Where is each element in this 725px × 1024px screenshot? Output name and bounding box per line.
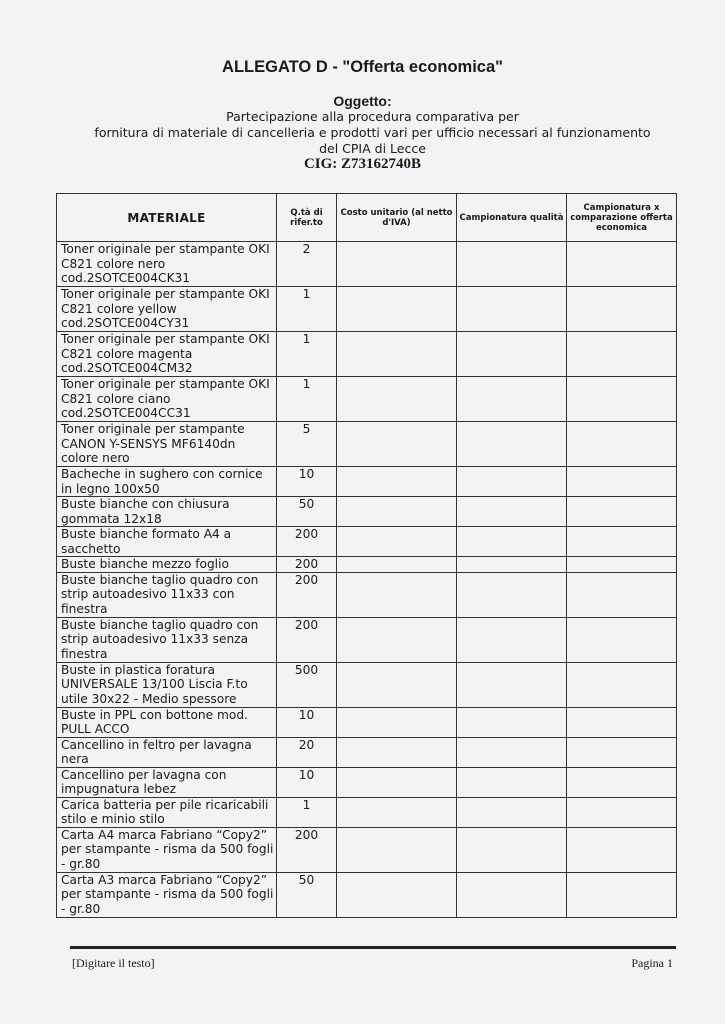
sample-quality-cell[interactable] (457, 497, 567, 527)
offer-table (56, 193, 677, 918)
quantity-cell: 10 (277, 467, 337, 497)
quantity-cell: 50 (277, 872, 337, 917)
quantity-cell: 10 (277, 767, 337, 797)
table-row (57, 617, 677, 662)
material-cell: Cancellino in feltro per lavagna nera (57, 737, 277, 767)
unit-cost-cell[interactable] (337, 467, 457, 497)
quantity-cell: 20 (277, 737, 337, 767)
table-row (57, 422, 677, 467)
material-cell: Carica batteria per pile ricaricabili stilo e minio stilo (57, 797, 277, 827)
table-row (57, 467, 677, 497)
sample-quality-cell[interactable] (457, 287, 567, 332)
sample-quality-cell[interactable] (457, 797, 567, 827)
table-row (57, 572, 677, 617)
page-number: Pagina 1 (631, 956, 673, 970)
sample-compare-cell[interactable] (567, 497, 677, 527)
unit-cost-cell[interactable] (337, 767, 457, 797)
quantity-cell: 200 (277, 827, 337, 872)
material-cell: Toner originale per stampante OKI C821 colore yellow cod.2SOTCE004CY31 (57, 287, 277, 332)
sample-compare-cell[interactable] (567, 377, 677, 422)
unit-cost-cell[interactable] (337, 332, 457, 377)
subject-label: Oggetto: (333, 93, 392, 109)
sample-quality-cell[interactable] (457, 662, 567, 707)
table-row (57, 872, 677, 917)
cig-code: CIG: Z73162740B (303, 156, 422, 172)
material-cell: Toner originale per stampante OKI C821 colore nero cod.2SOTCE004CK31 (57, 242, 277, 287)
table-row (57, 737, 677, 767)
sample-compare-cell[interactable] (567, 332, 677, 377)
sample-compare-cell[interactable] (567, 572, 677, 617)
quantity-cell: 2 (277, 242, 337, 287)
table-row (57, 662, 677, 707)
sample-compare-cell[interactable] (567, 737, 677, 767)
material-cell: Buste bianche formato A4 a sacchetto (57, 527, 277, 557)
sample-quality-cell[interactable] (457, 707, 567, 737)
sample-compare-cell[interactable] (567, 707, 677, 737)
sample-compare-cell[interactable] (567, 827, 677, 872)
material-cell: Buste in plastica foratura UNIVERSALE 13/100 Liscia F.to utile 30x22 - Medio spessore (57, 662, 277, 707)
quantity-cell: 1 (277, 332, 337, 377)
material-cell: Buste bianche con chiusura gommata 12x18 (57, 497, 277, 527)
quantity-cell: 1 (277, 287, 337, 332)
sample-compare-cell[interactable] (567, 557, 677, 573)
quantity-cell: 200 (277, 557, 337, 573)
quantity-cell: 1 (277, 377, 337, 422)
unit-cost-cell[interactable] (337, 527, 457, 557)
table-row (57, 527, 677, 557)
table-row (57, 497, 677, 527)
material-cell: Carta A3 marca Fabriano “Copy2” per stampante - risma da 500 fogli - gr.80 (57, 872, 277, 917)
sample-quality-cell[interactable] (457, 422, 567, 467)
sample-compare-cell[interactable] (567, 662, 677, 707)
unit-cost-cell[interactable] (337, 572, 457, 617)
table-row (57, 332, 677, 377)
intro-text (80, 109, 665, 157)
sample-compare-cell[interactable] (567, 872, 677, 917)
quantity-cell: 10 (277, 707, 337, 737)
unit-cost-cell[interactable] (337, 617, 457, 662)
table-row (57, 377, 677, 422)
unit-cost-cell[interactable] (337, 797, 457, 827)
header-sample-quality: Campionatura qualità (457, 194, 567, 242)
sample-quality-cell[interactable] (457, 827, 567, 872)
sample-quality-cell[interactable] (457, 242, 567, 287)
unit-cost-cell[interactable] (337, 707, 457, 737)
table-row (57, 242, 677, 287)
sample-quality-cell[interactable] (457, 527, 567, 557)
header-qty: Q.tà di rifer.to (277, 194, 337, 242)
table-row (57, 287, 677, 332)
sample-quality-cell[interactable] (457, 332, 567, 377)
footer-placeholder-text: [Digitare il testo] (72, 956, 155, 970)
sample-compare-cell[interactable] (567, 287, 677, 332)
material-cell: Toner originale per stampante OKI C821 colore magenta cod.2SOTCE004CM32 (57, 332, 277, 377)
unit-cost-cell[interactable] (337, 287, 457, 332)
table-row (57, 557, 677, 573)
sample-compare-cell[interactable] (567, 422, 677, 467)
unit-cost-cell[interactable] (337, 737, 457, 767)
material-cell: Buste bianche taglio quadro con strip autoadesivo 11x33 senza finestra (57, 617, 277, 662)
unit-cost-cell[interactable] (337, 377, 457, 422)
unit-cost-cell[interactable] (337, 662, 457, 707)
material-cell: Bacheche in sughero con cornice in legno 100x50 (57, 467, 277, 497)
unit-cost-cell[interactable] (337, 872, 457, 917)
header-unit-cost: Costo unitario (al netto d'IVA) (337, 194, 457, 242)
material-cell: Toner originale per stampante CANON Y-SENSYS MF6140dn colore nero (57, 422, 277, 467)
material-cell: Buste in PPL con bottone mod. PULL ACCO (57, 707, 277, 737)
unit-cost-cell[interactable] (337, 242, 457, 287)
sample-compare-cell[interactable] (567, 527, 677, 557)
document-title: ALLEGATO D - "Offerta economica" (222, 58, 503, 76)
sample-quality-cell[interactable] (457, 872, 567, 917)
quantity-cell: 5 (277, 422, 337, 467)
material-cell: Buste bianche mezzo foglio (57, 557, 277, 573)
table-row (57, 707, 677, 737)
quantity-cell: 500 (277, 662, 337, 707)
unit-cost-cell[interactable] (337, 422, 457, 467)
table-row (57, 797, 677, 827)
material-cell: Carta A4 marca Fabriano “Copy2” per stampante - risma da 500 fogli - gr.80 (57, 827, 277, 872)
header-materiale: MATERIALE (57, 194, 277, 242)
sample-quality-cell[interactable] (457, 377, 567, 422)
sample-quality-cell[interactable] (457, 617, 567, 662)
sample-compare-cell[interactable] (567, 767, 677, 797)
footer-divider (70, 946, 676, 949)
table-row (57, 767, 677, 797)
quantity-cell: 200 (277, 572, 337, 617)
material-cell: Buste bianche taglio quadro con strip autoadesivo 11x33 con finestra (57, 572, 277, 617)
intro-line-3: del CPIA di Lecce (319, 141, 426, 156)
sample-quality-cell[interactable] (457, 557, 567, 573)
quantity-cell: 50 (277, 497, 337, 527)
table-row (57, 827, 677, 872)
sample-compare-cell[interactable] (567, 242, 677, 287)
sample-quality-cell[interactable] (457, 737, 567, 767)
header-sample-compare: Campionatura x comparazione offerta economica (567, 194, 677, 242)
sample-compare-cell[interactable] (567, 797, 677, 827)
sample-quality-cell[interactable] (457, 572, 567, 617)
sample-quality-cell[interactable] (457, 467, 567, 497)
unit-cost-cell[interactable] (337, 497, 457, 527)
table-header-row (57, 194, 677, 242)
unit-cost-cell[interactable] (337, 557, 457, 573)
material-cell: Cancellino per lavagna con impugnatura lebez (57, 767, 277, 797)
intro-line-1: Partecipazione alla procedura comparativa per (226, 109, 519, 124)
quantity-cell: 1 (277, 797, 337, 827)
sample-compare-cell[interactable] (567, 467, 677, 497)
sample-compare-cell[interactable] (567, 617, 677, 662)
sample-quality-cell[interactable] (457, 767, 567, 797)
quantity-cell: 200 (277, 617, 337, 662)
material-cell: Toner originale per stampante OKI C821 colore ciano cod.2SOTCE004CC31 (57, 377, 277, 422)
intro-line-2: fornitura di materiale di cancelleria e prodotti vari per ufficio necessari al funzionamento (94, 125, 651, 140)
unit-cost-cell[interactable] (337, 827, 457, 872)
quantity-cell: 200 (277, 527, 337, 557)
